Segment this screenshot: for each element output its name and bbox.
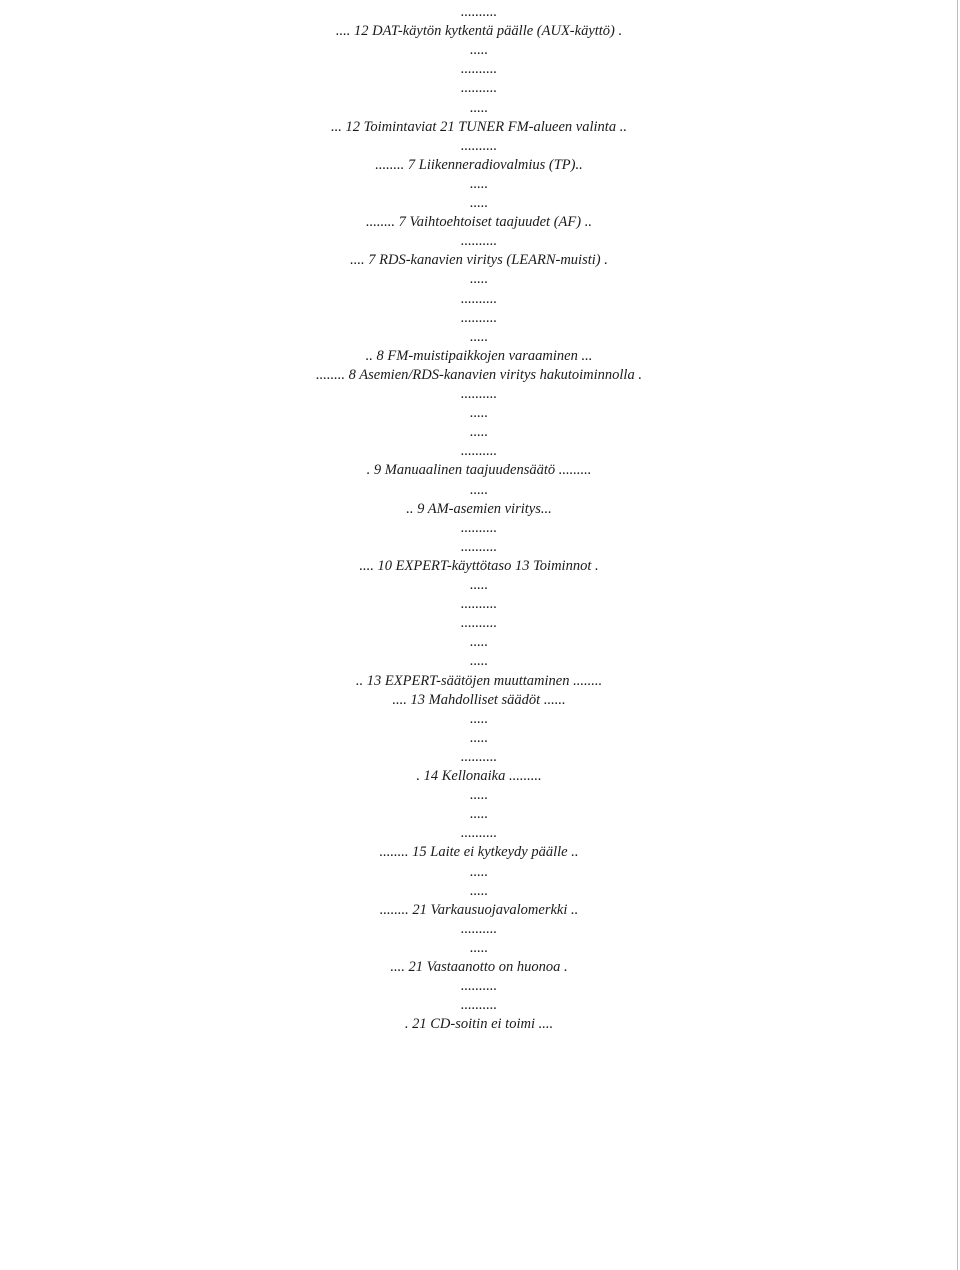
toc-leader-dots: ..... — [469, 328, 489, 345]
toc-entry: .. 8 FM-muistipaikkojen varaaminen ... — [365, 347, 593, 364]
toc-leader-dots: ..... — [469, 99, 489, 116]
toc-leader-dots: .......... — [460, 137, 498, 154]
toc-leader-dots: ..... — [469, 424, 489, 441]
toc-entry: .... 13 Mahdolliset säädöt ...... — [392, 691, 566, 708]
toc-leader-dots: .......... — [460, 997, 498, 1014]
toc-entry: .. 13 EXPERT-säätöjen muuttaminen ........ — [355, 672, 603, 689]
toc-entry: .... 7 RDS-kanavien viritys (LEARN-muisti) . — [350, 252, 608, 269]
toc-leader-dots: .......... — [460, 233, 498, 250]
toc-leader-dots: ..... — [469, 271, 489, 288]
toc-leader-dots: ..... — [469, 42, 489, 59]
toc-leader-dots: ..... — [469, 710, 489, 727]
toc-leader-dots: ..... — [469, 195, 489, 211]
toc-leader-dots: ..... — [469, 787, 489, 804]
toc-leader-dots: .......... — [460, 61, 498, 78]
toc-entry: ... 12 Toimintaviat 21 TUNER FM-alueen valinta .. — [331, 118, 627, 135]
toc-leader-dots: .......... — [460, 978, 498, 995]
toc-leader-dots: .......... — [460, 920, 498, 937]
toc-entry: .... 21 Vastaanotto on huonoa . — [390, 959, 568, 975]
toc-leader-dots: .......... — [460, 290, 498, 307]
toc-leader-dots: .......... — [460, 309, 498, 326]
toc-leader-dots: ..... — [469, 729, 489, 746]
toc-entry: .... 12 DAT-käytön kytkentä päälle (AUX-käyttö) . — [335, 23, 623, 40]
toc-leader-dots: ..... — [469, 863, 489, 880]
toc-entry: . 21 CD-soitin ei toimi .... — [404, 1016, 554, 1033]
toc-entry: ........ 7 Vaihtoehtoiset taajuudet (AF) .. — [366, 214, 592, 231]
toc-leader-dots: ..... — [469, 806, 489, 823]
toc-leader-dots: ..... — [469, 882, 489, 899]
toc-leader-dots: .......... — [460, 4, 498, 20]
toc-leader-dots: .......... — [460, 748, 498, 765]
toc-entry: . 9 Manuaalinen taajuudensäätö ......... — [366, 462, 592, 479]
toc-leader-dots: .......... — [460, 596, 498, 613]
toc-entry: .. 9 AM-asemien viritys... — [406, 500, 552, 517]
toc-leader-dots: .......... — [460, 386, 498, 402]
toc-leader-dots: .......... — [460, 443, 498, 460]
toc-leader-dots: .......... — [460, 519, 498, 536]
toc-leader-dots: ..... — [469, 481, 489, 498]
toc-leader-dots: .......... — [460, 80, 498, 97]
toc-leader-dots: ..... — [469, 577, 489, 593]
toc-leader-dots: ..... — [469, 405, 489, 422]
toc-leader-dots: .......... — [460, 538, 498, 555]
toc-entry: ........ 15 Laite ei kytkeydy päälle .. — [379, 844, 579, 861]
toc-leader-dots: ..... — [469, 175, 489, 192]
toc-entry: ........ 21 Varkausuojavalomerkki .. — [379, 901, 579, 918]
toc-leader-dots: .......... — [460, 615, 498, 632]
toc-leader-dots: ..... — [469, 634, 489, 651]
toc-leader-dots: .......... — [460, 825, 498, 842]
toc-leader-dots: ..... — [469, 939, 489, 956]
toc-entry: .... 10 EXPERT-käyttötaso 13 Toiminnot . — [359, 557, 599, 574]
toc-entry: . 14 Kellonaika ......... — [416, 768, 542, 784]
toc-entry: ........ 8 Asemien/RDS-kanavien viritys hakutoiminnolla . — [316, 366, 642, 383]
toc-leader-dots: ..... — [469, 653, 489, 670]
toc-entry: ........ 7 Liikenneradiovalmius (TP).. — [375, 156, 583, 173]
